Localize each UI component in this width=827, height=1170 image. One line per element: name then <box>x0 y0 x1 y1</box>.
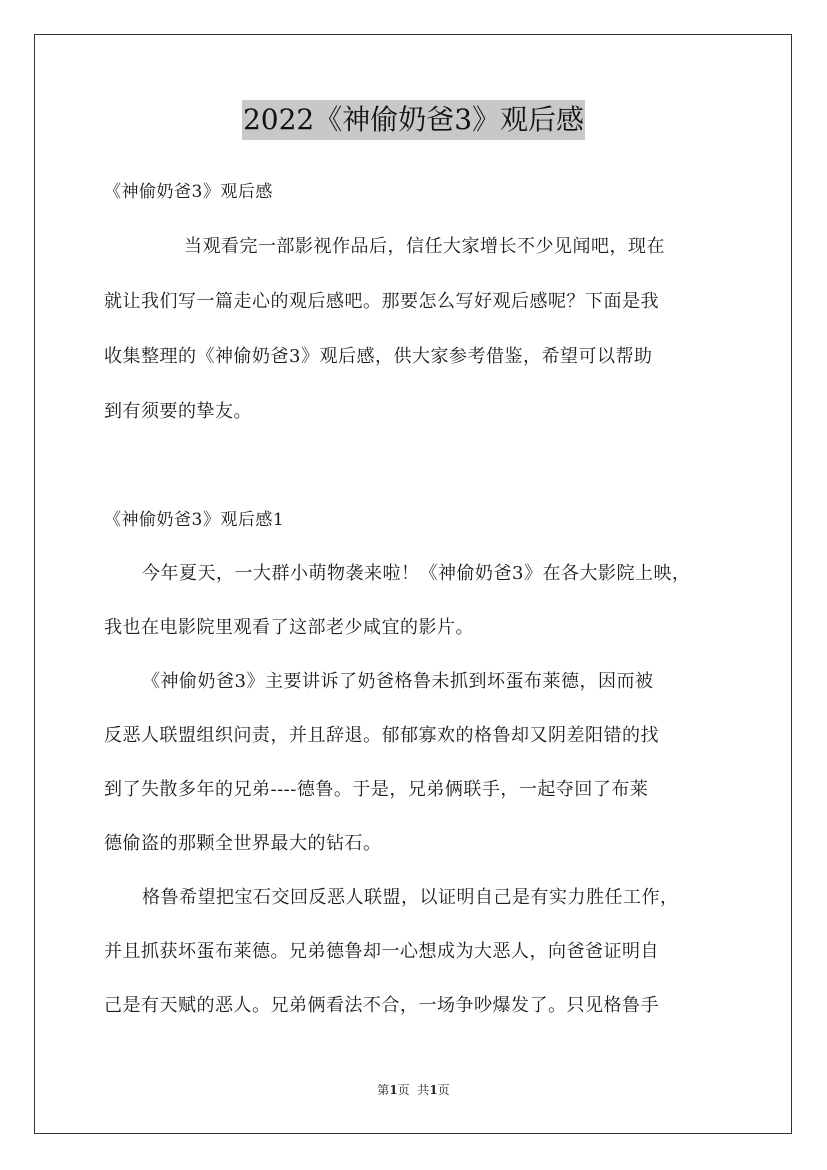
section1-line-7: 格鲁希望把宝石交回反恶人联盟，以证明自己是有实力胜任工作， <box>142 887 679 908</box>
section1-line-8: 并且抓获坏蛋布莱德。兄弟德鲁却一心想成为大恶人，向爸爸证明自 <box>104 941 659 962</box>
footer-prefix: 第 <box>377 1083 390 1097</box>
section1-line-2: 我也在电影院里观看了这部老少咸宜的影片。 <box>104 617 474 638</box>
document-title: 2022《神偷奶爸3》观后感 <box>242 100 585 140</box>
page-footer <box>0 1082 827 1098</box>
title-container <box>0 100 827 140</box>
section1-line-1: 今年夏天，一大群小萌物袭来啦！《神偷奶爸3》在各大影院上映， <box>142 563 691 584</box>
section1-line-4: 反恶人联盟组织问责，并且辞退。郁郁寡欢的格鲁却又阴差阳错的找 <box>104 725 659 746</box>
intro-line-3: 收集整理的《神偷奶爸3》观后感，供大家参考借鉴，希望可以帮助 <box>104 346 653 367</box>
footer-page-total: 1 <box>429 1083 438 1097</box>
footer-mid: 页 共 <box>397 1083 430 1097</box>
section1-line-3: 《神偷奶爸3》主要讲诉了奶爸格鲁未抓到坏蛋布莱德，因而被 <box>142 671 654 692</box>
footer-page-current: 1 <box>389 1083 398 1097</box>
intro-line-4: 到有须要的挚友。 <box>104 401 252 422</box>
section1-line-9: 己是有天赋的恶人。兄弟俩看法不合，一场争吵爆发了。只见格鲁手 <box>104 995 659 1016</box>
section1-line-6: 德偷盗的那颗全世界最大的钻石。 <box>104 833 382 854</box>
intro-line-1: 当观看完一部影视作品后，信任大家增长不少见闻吧，现在 <box>184 236 665 257</box>
section1-line-5: 到了失散多年的兄弟----德鲁。于是，兄弟俩联手，一起夺回了布莱 <box>104 779 649 800</box>
footer-suffix: 页 <box>437 1083 450 1097</box>
intro-heading: 《神偷奶爸3》观后感 <box>104 182 273 202</box>
intro-line-2: 就让我们写一篇走心的观后感吧。那要怎么写好观后感呢？下面是我 <box>104 291 659 312</box>
section1-heading: 《神偷奶爸3》观后感1 <box>104 510 285 530</box>
